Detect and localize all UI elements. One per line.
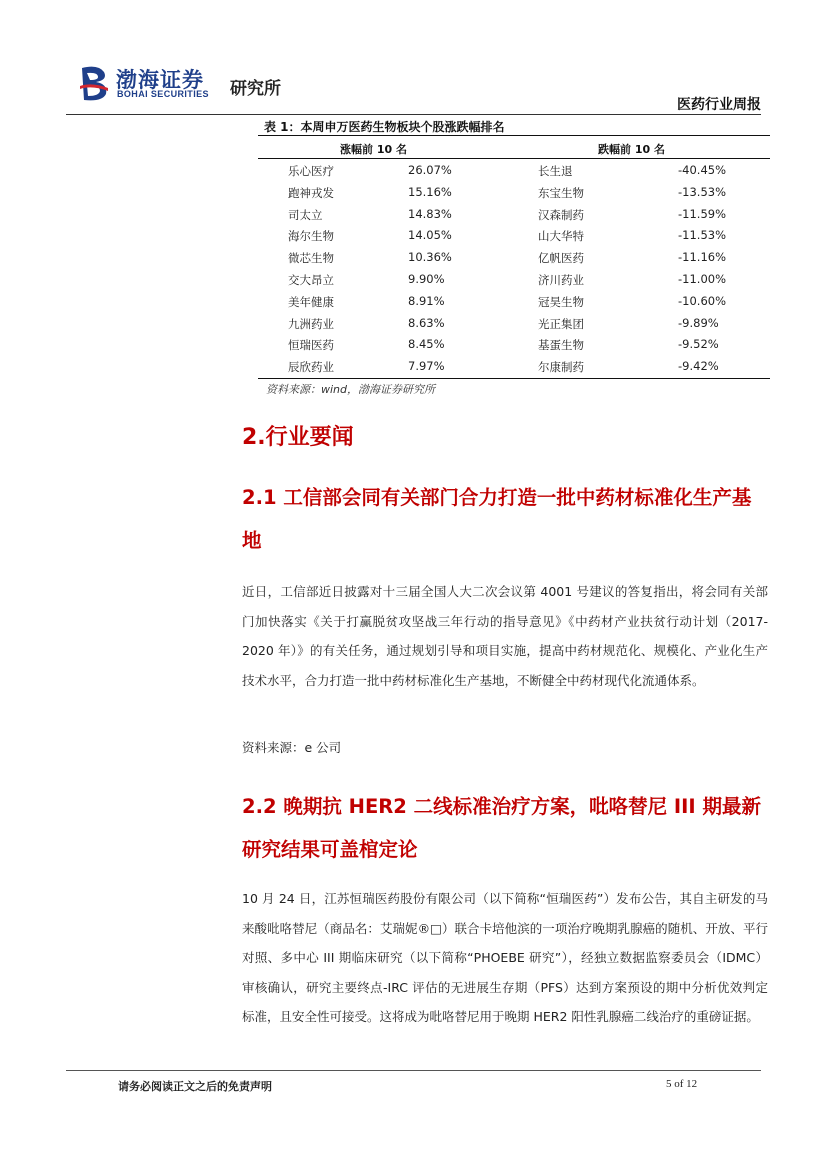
table-row xyxy=(258,246,770,268)
table-source: 资料来源：wind，渤海证券研究所 xyxy=(266,383,436,396)
paragraph-2-1: 近日，工信部近日披露对十三届全国人大二次会议第 4001 号建议的答复指出，将会同有关部门加快落实《关于打赢脱贫攻坚战三年行动的指导意见》《中药材产业扶贫行动计划（2017-2020 年）》的有关任务，通过规划引导和项目实施，提高中药材规范化、规模化、产业化生产技术水平，合力打造一批中药材标准化生产基地，不断健全中药材现代化流通体系。 xyxy=(242,584,768,688)
institute-label: 研究所 xyxy=(230,79,281,99)
subsection-heading-2-2: 2.2 晚期抗 HER2 二线标准治疗方案，吡咯替尼 III 期最新研究结果可盖棺定论 xyxy=(242,795,761,861)
gainer-change: 10.36% xyxy=(408,250,452,265)
loser-change: -11.53% xyxy=(678,228,726,243)
gainer-change: 15.16% xyxy=(408,184,452,199)
gainer-change: 8.45% xyxy=(408,337,445,352)
loser-name: 光正集团 xyxy=(538,316,584,331)
loser-name: 山大华特 xyxy=(538,229,584,244)
loser-change: -11.16% xyxy=(678,250,726,265)
table-top-rule xyxy=(258,135,770,136)
gainer-name: 微芯生物 xyxy=(288,251,334,266)
loser-name: 济川药业 xyxy=(538,272,584,287)
subsection-heading-2-1: 2.1 工信部会同有关部门合力打造一批中药材标准化生产基地 xyxy=(242,486,752,552)
loser-name: 长生退 xyxy=(538,164,573,178)
gainer-name: 海尔生物 xyxy=(288,229,334,244)
table-row xyxy=(258,312,770,334)
gainer-change: 9.90% xyxy=(408,271,445,286)
gainer-change: 8.91% xyxy=(408,293,445,308)
gainer-change: 26.07% xyxy=(408,163,452,177)
table-row xyxy=(258,181,770,203)
gainer-change: 7.97% xyxy=(408,359,445,374)
gainer-name: 恒瑞医药 xyxy=(288,338,334,353)
loser-change: -9.52% xyxy=(678,337,719,352)
table-row xyxy=(258,159,770,181)
gainer-name: 跑神戎发 xyxy=(288,185,334,200)
loser-name: 汉森制药 xyxy=(538,207,584,222)
company-logo xyxy=(78,62,228,106)
column-header-losers: 跌幅前 10 名 xyxy=(598,143,665,156)
table-bottom-rule xyxy=(258,378,770,379)
section-heading: 2.行业要闻 xyxy=(242,425,354,450)
column-header-gainers: 涨幅前 10 名 xyxy=(340,143,407,156)
gainer-change: 14.83% xyxy=(408,206,452,221)
loser-name: 尔康制药 xyxy=(538,360,584,375)
loser-change: -11.00% xyxy=(678,271,726,286)
gainer-change: 14.05% xyxy=(408,228,452,243)
loser-change: -10.60% xyxy=(678,293,726,308)
gainer-name: 交大昂立 xyxy=(288,272,334,287)
footer-disclaimer: 请务必阅读正文之后的免责声明 xyxy=(118,1080,272,1093)
table-row xyxy=(258,224,770,246)
table-row xyxy=(258,203,770,225)
loser-change: -9.42% xyxy=(678,359,719,374)
loser-change: -40.45% xyxy=(678,163,726,177)
loser-change: -11.59% xyxy=(678,206,726,221)
gainer-name: 九洲药业 xyxy=(288,316,334,331)
gainer-name: 辰欣药业 xyxy=(288,360,334,375)
report-type: 医药行业周报 xyxy=(677,97,761,113)
loser-name: 东宝生物 xyxy=(538,185,584,200)
gainer-name: 美年健康 xyxy=(288,294,334,309)
table-row xyxy=(258,333,770,355)
logo-english-name: BOHAI SECURITIES xyxy=(117,89,209,99)
paragraph-2-2: 10 月 24 日，江苏恒瑞医药股份有限公司（以下简称“恒瑞医药”）发布公告，其自主研发的马来酸吡咯替尼（商品名：艾瑞妮®□）联合卡培他滨的一项治疗晚期乳腺癌的随机、开放、平行对照、多中心 III 期临床研究（以下简称“PHOEBE 研究”），经独立数据监察委员会（IDMC）审核确认，研究主要终点-IRC 评估的无进展生存期（PFS）达到方案预设的期中分析优效判定标准，且安全性可接受。这将成为吡咯替尼用于晚期 HER2 阳性乳腺癌二线治疗的重磅证据。 xyxy=(242,891,768,1024)
gainer-change: 8.63% xyxy=(408,315,445,330)
loser-change: -9.89% xyxy=(678,315,719,330)
bohai-logo-icon xyxy=(78,64,112,102)
footer-divider xyxy=(66,1070,761,1071)
loser-name: 亿帆医药 xyxy=(538,251,584,266)
table-body xyxy=(258,159,770,377)
table-row xyxy=(258,355,770,377)
loser-change: -13.53% xyxy=(678,184,726,199)
source-2-1: 资料来源：e 公司 xyxy=(242,740,342,755)
gainer-name: 司太立 xyxy=(288,207,323,222)
table-header xyxy=(258,138,770,158)
loser-name: 基蛋生物 xyxy=(538,338,584,353)
table-row xyxy=(258,290,770,312)
header-divider xyxy=(66,114,761,115)
table-title: 表 1：本周申万医药生物板块个股涨跌幅排名 xyxy=(264,120,505,134)
gainer-name: 乐心医疗 xyxy=(288,164,334,178)
page-number: 5 of 12 xyxy=(666,1078,698,1090)
loser-name: 冠昊生物 xyxy=(538,294,584,309)
table-row xyxy=(258,268,770,290)
logo-chinese-name: 渤海证券 xyxy=(116,68,204,92)
